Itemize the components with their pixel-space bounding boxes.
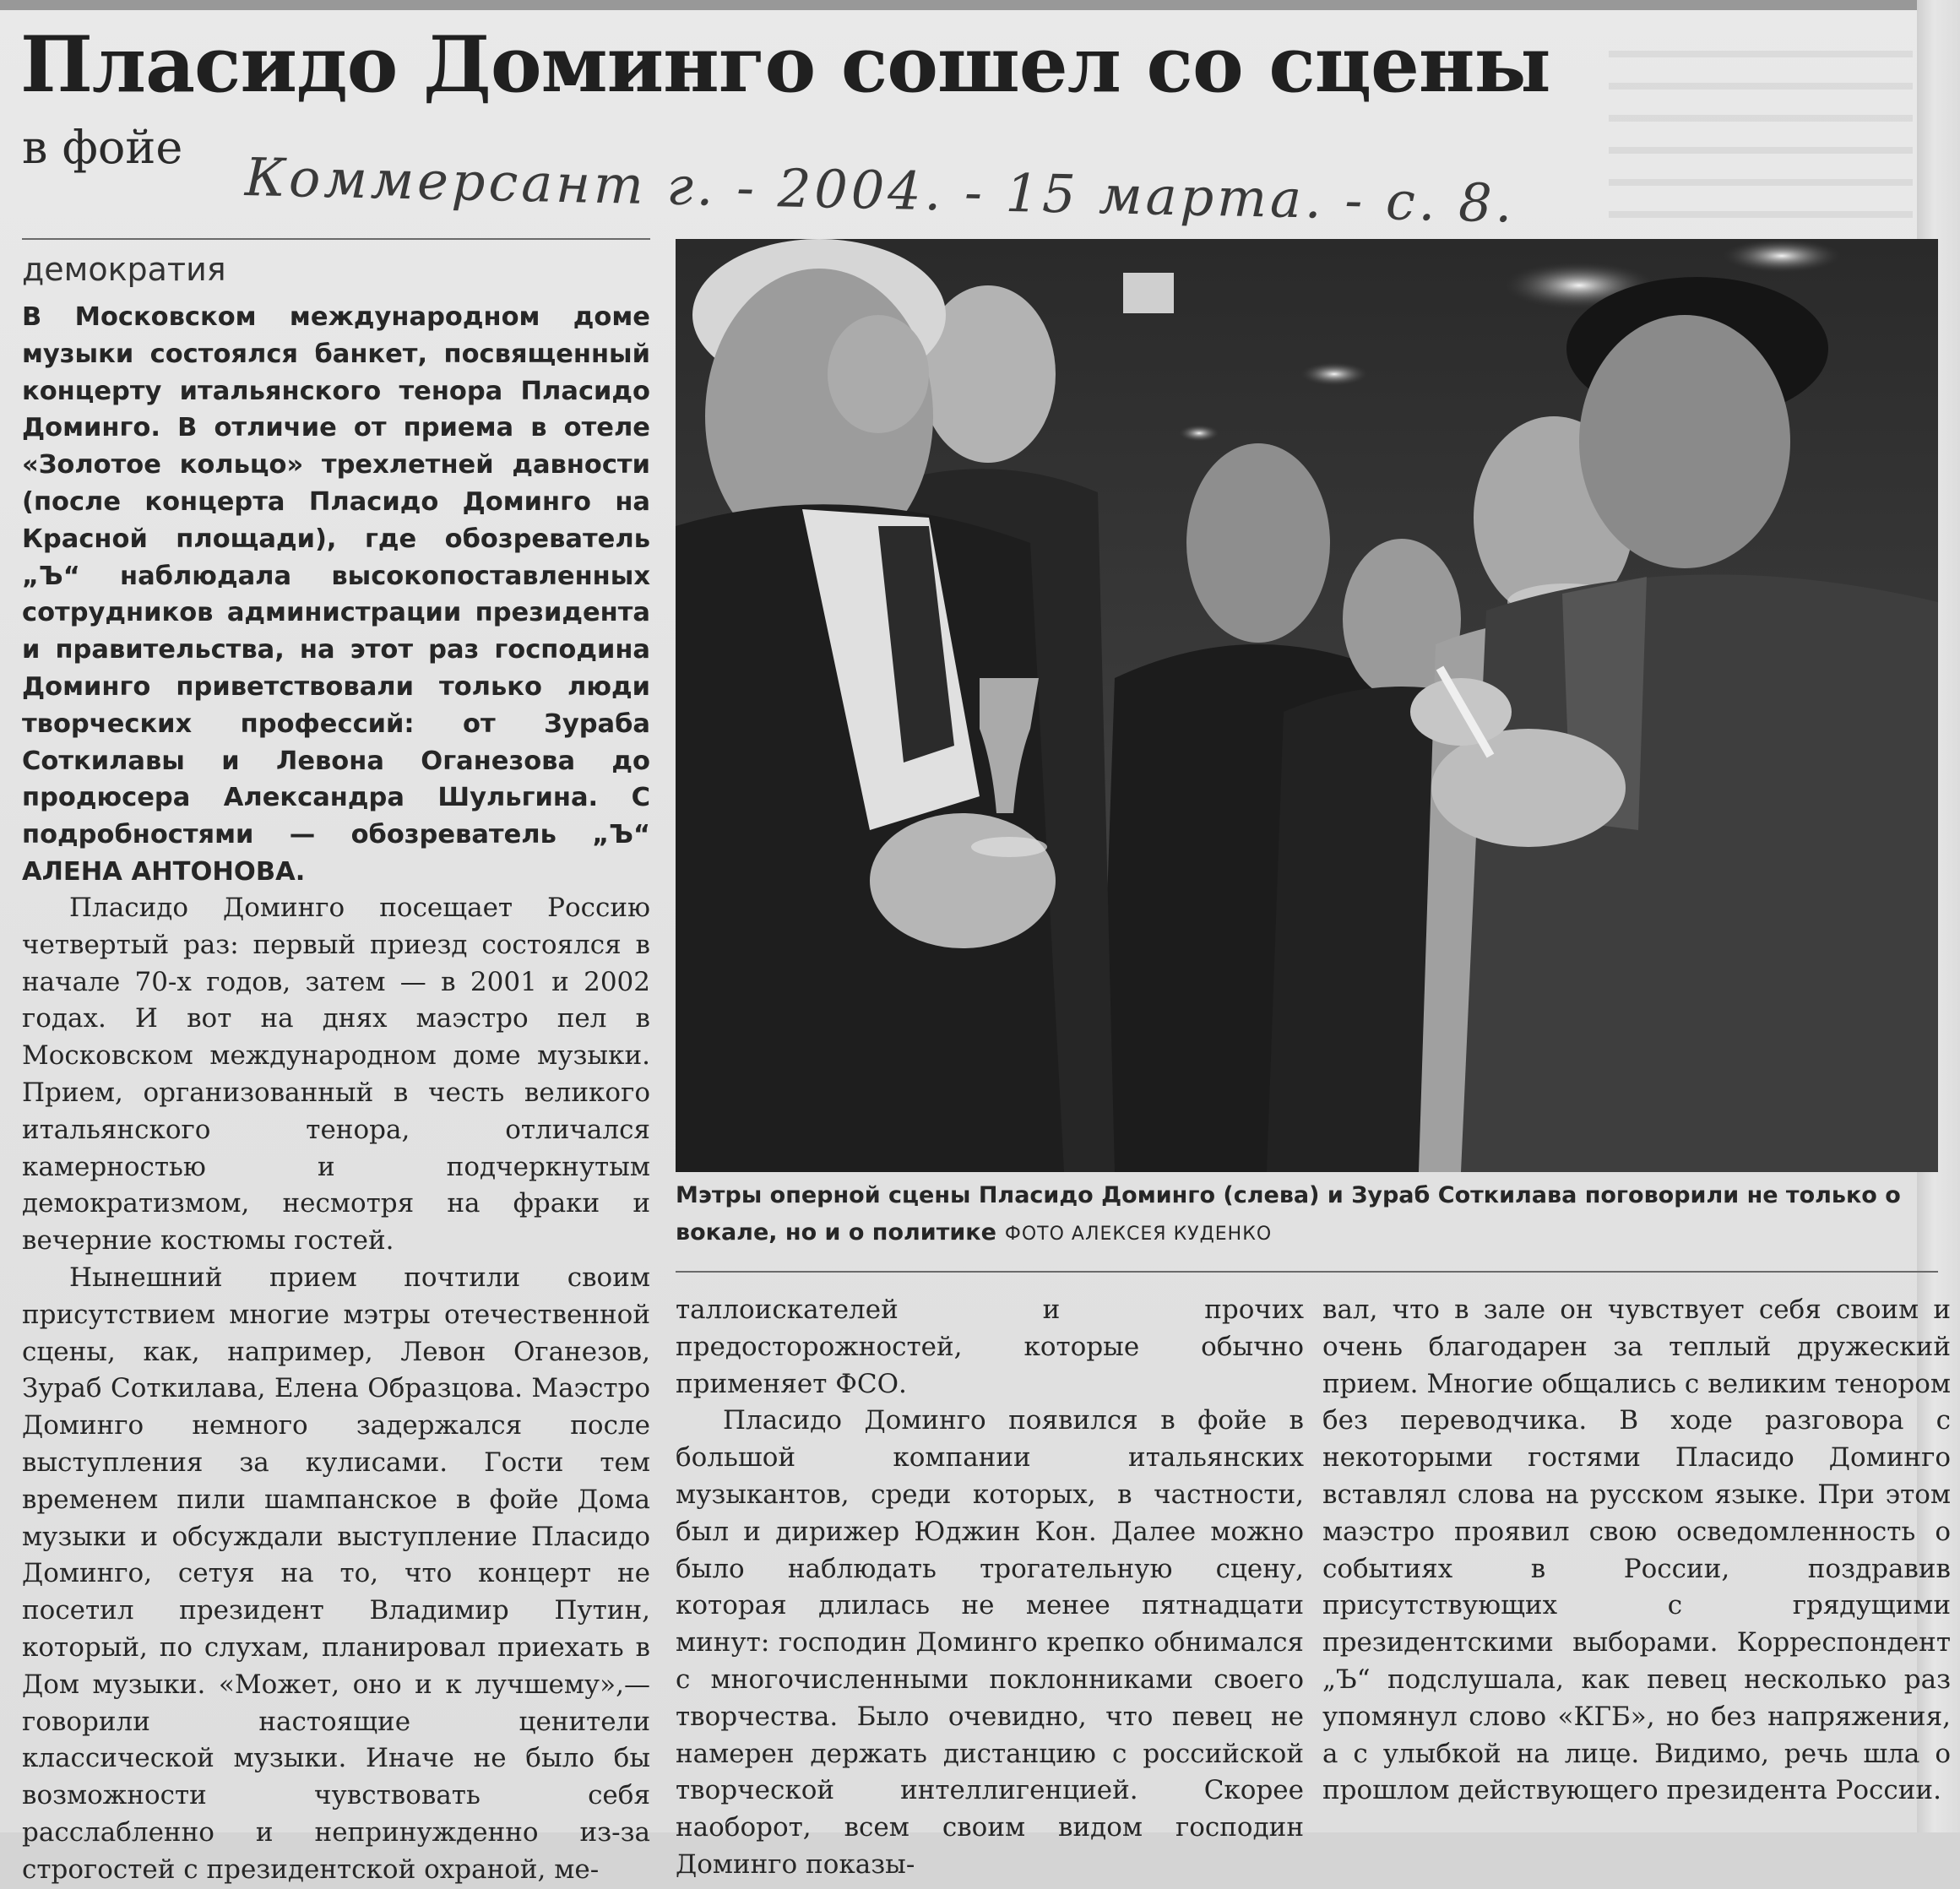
column-2-paragraph-2: Пласидо Доминго появился в фойе в большой компании итальянских музыкантов, среди которых, в частности, был и дирижер Юджин Кон. Далее можно было наблюдать трогательную сцену, которая длилась не менее пятнадцати минут: господин Доминго крепко обнимался с многочисленными поклонниками своего творчества. Было очевидно, что певец не намерен держать дистанцию с российской творческой интеллигенцией. Скорее наоборот, всем своим видом господин Доминго показы- [676,1405,1304,1880]
article-subhead: в фойе [22,121,183,174]
caption-rule [676,1271,1938,1273]
handwritten-source-note: Коммерсант г. - 2004. - 15 марта. - с. 8. [244,146,1517,235]
photo-caption [676,1177,1938,1262]
rubric-label: демократия [22,251,226,288]
article-column-3 [1322,1292,1951,1816]
scan-edge-top [0,0,1960,10]
article-photo [676,239,1938,1172]
column-3-paragraph-1: вал, что в зале он чувствует себя своим и очень благодарен за теплый дружеский прием. Многие общались с великим тенором без переводчика. В ходе разговора с некоторыми гостями Пласидо Доминго вставлял слова на русском языке. При этом маэстро проявил свою осведомленность о событиях в России, поздравив присутствующих с грядущими президентскими выборами. Корреспондент „Ъ“ подслушала, как певец несколько раз упомянул слово «КГБ», но без напряжения, а с улыбкой на лице. Видимо, речь шла о прошлом действующего президента России. [1322,1295,1951,1806]
article-column-1 [22,890,650,1885]
photo-credit: ФОТО АЛЕКСЕЯ КУДЕНКО [1004,1224,1273,1245]
photo-caption-text: Мэтры оперной сцены Пласидо Доминго (слева) и Зураб Соткилава поговорили не только о вокале, но и о политике [676,1182,1901,1246]
article-lead: В Московском международном доме музыки состоялся банкет, посвященный концерту итальянского тенора Пласидо Доминго. В отличие от приема в отеле «Золотое кольцо» трехлетней давности (после концерта Пласидо Доминго на Красной площади), где обозреватель „Ъ“ наблюдала высокопоставленных сотрудников администрации президента и правительства, на этот раз господина Доминго приветствовали только люди творческих профессий: от Зураба Соткилавы и Левона Оганезова до продюсера Александра Шульгина. С подробностями — обозреватель „Ъ“ АЛЕНА АНТОНОВА. [22,302,650,887]
column-1-paragraph-2: Нынешний прием почтили своим присутствием многие мэтры отечественной сцены, как, например, Левон Оганезов, Зураб Соткилава, Елена Образцова. Маэстро Доминго немного задержался после выступления за кулисами. Гости тем временем пили шампанское в фойе Дома музыки и обсуждали выступление Пласидо Доминго, сетуя на то, что концерт не посетил президент Владимир Путин, который, по слухам, планировал приехать в Дом музыки. «Может, оно и к лучшему»,— говорили настоящие ценители классической музыки. Иначе не было бы возможности чувствовать себя расслабленно и непринужденно из-за строгостей с президентской охраной, ме- [22,1262,650,1885]
page-bleed-through [1609,25,1913,236]
article-headline: Пласидо Доминго сошел со сцены [20,20,1550,110]
photo-image [676,239,1938,1172]
article-column-2 [676,1292,1304,1880]
column-2-paragraph-1: таллоискателей и прочих предосторожностей, которые обычно применяет ФСО. [676,1295,1304,1399]
rubric-rule [22,238,650,240]
column-1-paragraph-1: Пласидо Доминго посещает Россию четвертый раз: первый приезд состоялся в начале 70-х годов, затем — в 2001 и 2002 годах. И вот на днях маэстро пел в Московском международном доме музыки. Прием, организованный в честь великого итальянского тенора, отличался камерностью и подчеркнутым демократизмом, несмотря на фраки и вечерние костюмы гостей. [22,893,650,1257]
